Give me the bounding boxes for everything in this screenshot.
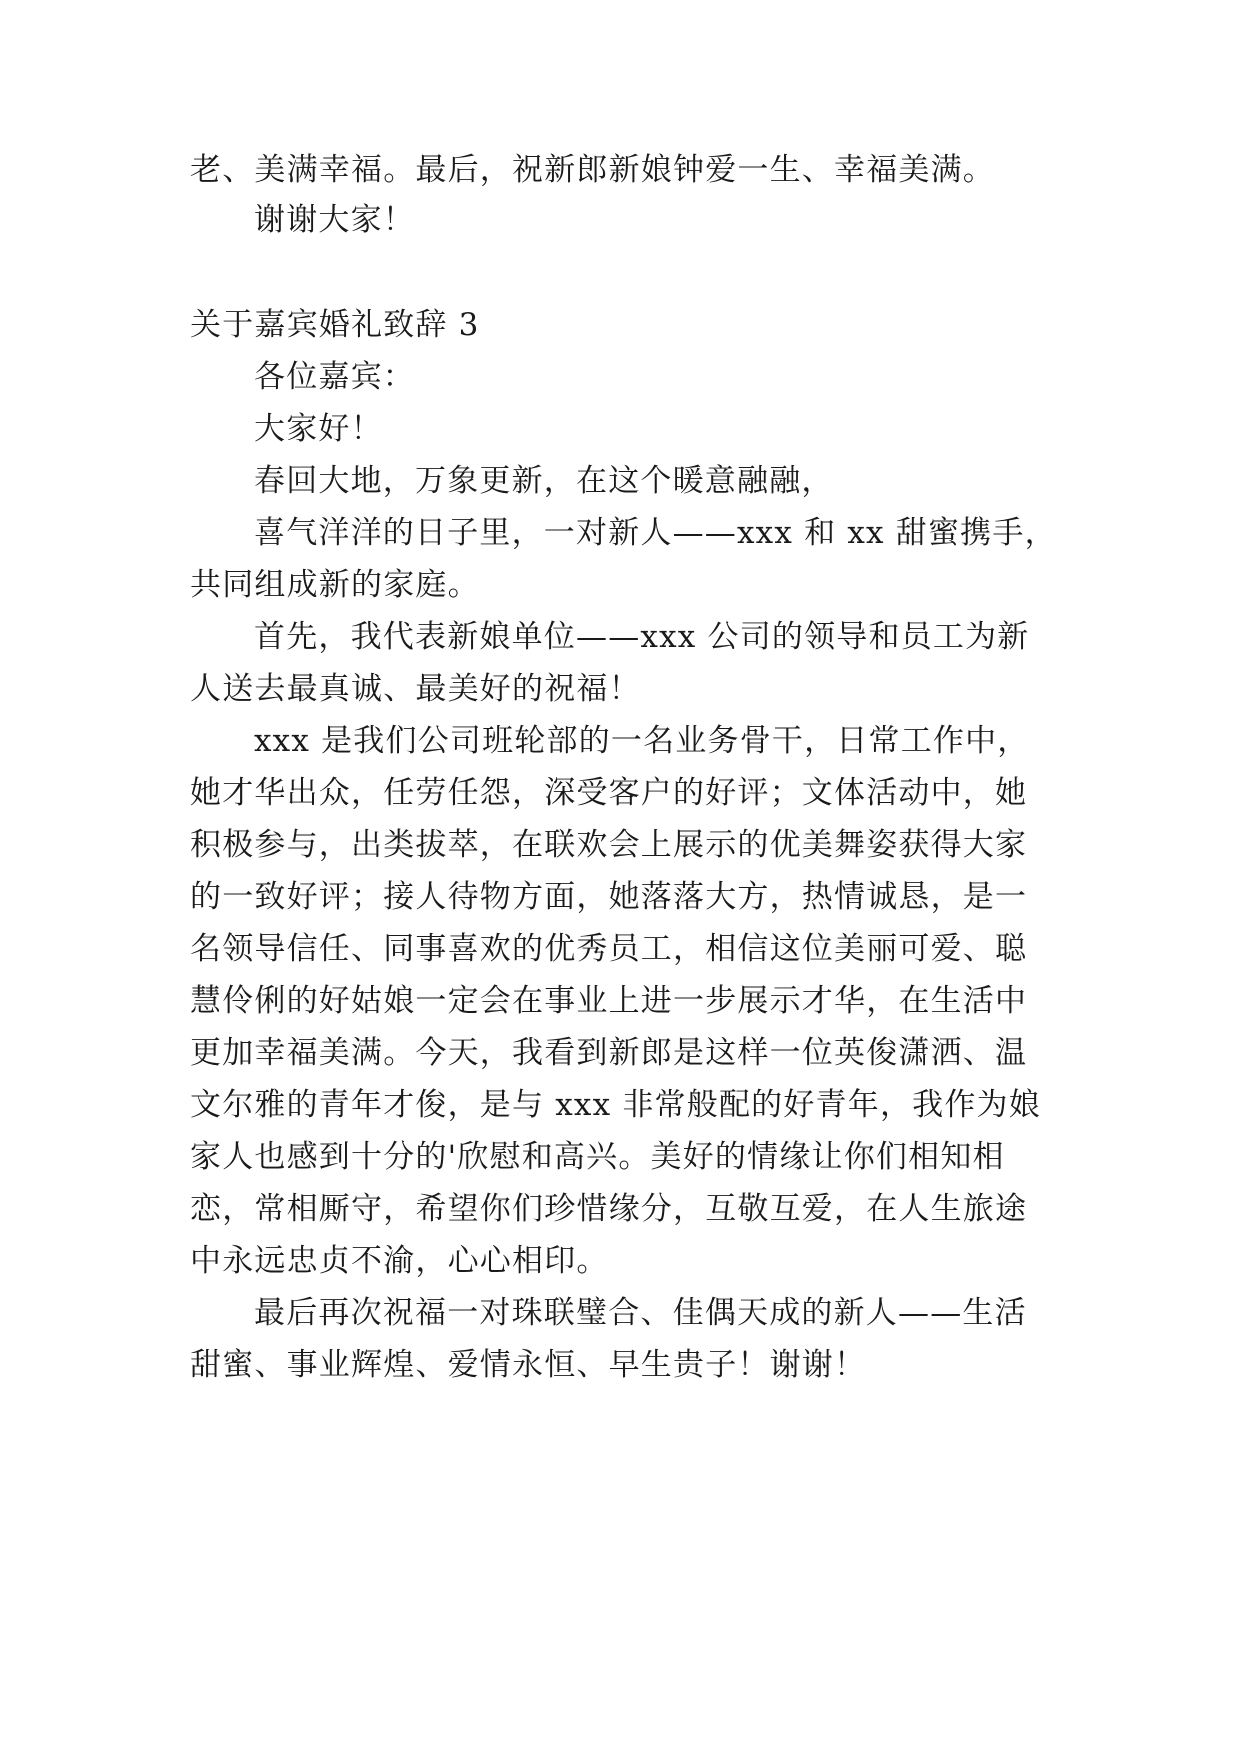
paragraph-line: 的一致好评；接人待物方面，她落落大方，热情诚恳，是一 (190, 879, 1028, 915)
paragraph-line: 春回大地，万象更新，在这个暖意融融， (254, 463, 834, 499)
paragraph-line: 共同组成新的家庭。 (190, 567, 480, 603)
paragraph-line: 恋，常相厮守，希望你们珍惜缘分，互敬互爱，在人生旅途 (190, 1191, 1028, 1227)
greeting: 大家好！ (254, 411, 383, 447)
salutation: 各位嘉宾： (254, 359, 415, 395)
paragraph-line: 喜气洋洋的日子里，一对新人——xxx 和 xx 甜蜜携手， (254, 515, 1057, 551)
paragraph-line: 更加幸福美满。今天，我看到新郎是这样一位英俊潇洒、温 (190, 1035, 1028, 1071)
paragraph-line: 中永远忠贞不渝，心心相印。 (190, 1243, 609, 1279)
paragraph-line: 老、美满幸福。最后，祝新郎新娘钟爱一生、幸福美满。 (190, 152, 995, 188)
paragraph-line: 慧伶俐的好姑娘一定会在事业上进一步展示才华，在生活中 (190, 983, 1028, 1019)
paragraph-line: 最后再次祝福一对珠联璧合、佳偶天成的新人——生活 (254, 1295, 1027, 1331)
paragraph-line: 她才华出众，任劳任怨，深受客户的好评；文体活动中，她 (190, 775, 1028, 811)
paragraph-line: 积极参与，出类拔萃，在联欢会上展示的优美舞姿获得大家 (190, 827, 1028, 863)
section-title: 关于嘉宾婚礼致辞 3 (190, 307, 480, 343)
paragraph-line: 甜蜜、事业辉煌、爱情永恒、早生贵子！谢谢！ (190, 1347, 867, 1383)
paragraph-line: 文尔雅的青年才俊，是与 xxx 非常般配的好青年，我作为娘 (190, 1087, 1041, 1123)
paragraph-line: 人送去最真诚、最美好的祝福！ (190, 671, 641, 707)
paragraph-line: xxx 是我们公司班轮部的一名业务骨干，日常工作中， (254, 723, 1030, 759)
paragraph-line: 名领导信任、同事喜欢的优秀员工，相信这位美丽可爱、聪 (190, 931, 1028, 967)
paragraph-line: 家人也感到十分的'欣慰和高兴。美好的情缘让你们相知相 (190, 1139, 1005, 1175)
paragraph-line: 首先，我代表新娘单位——xxx 公司的领导和员工为新 (254, 619, 1030, 655)
paragraph-line: 谢谢大家！ (254, 202, 415, 238)
